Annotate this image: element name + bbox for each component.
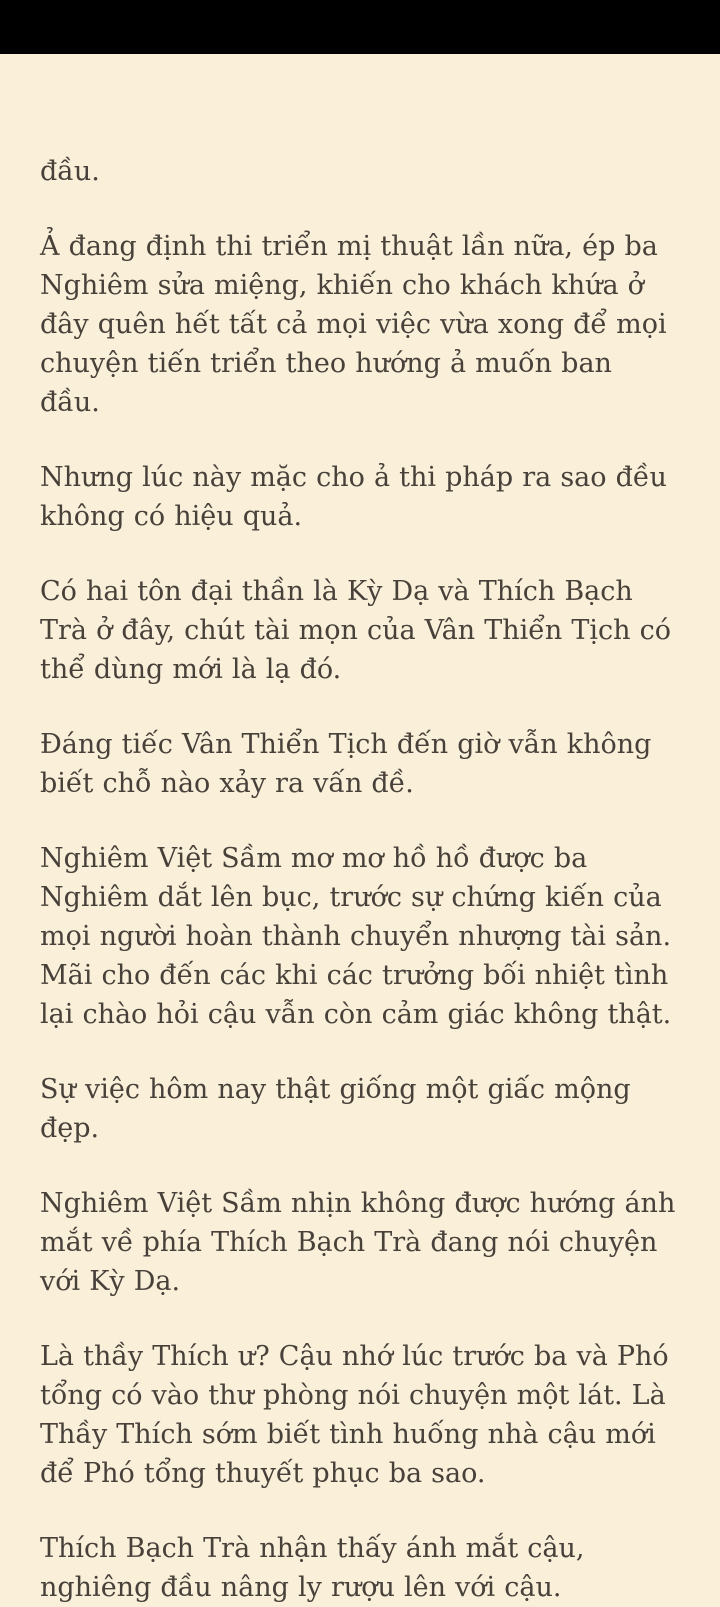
paragraph: Ả đang định thi triển mị thuật lần nữa, ép ba Nghiêm sửa miệng, khiến cho khách khứa ở đây quên hết tất cả mọi việc vừa xong để mọi chuyện tiến triển theo hướng ả muốn ban đầu. — [40, 231, 667, 418]
paragraph: Là thầy Thích ư? Cậu nhớ lúc trước ba và Phó tổng có vào thư phòng nói chuyện một lát. Là Thầy Thích sớm biết tình huống nhà cậu mới để Phó tổng thuyết phục ba sao. — [40, 1341, 669, 1489]
paragraph: Nhưng lúc này mặc cho ả thi pháp ra sao đều không có hiệu quả. — [40, 462, 667, 532]
paragraph: Có hai tôn đại thần là Kỳ Dạ và Thích Bạch Trà ở đây, chút tài mọn của Vân Thiển Tịch có thể dùng mới là lạ đó. — [40, 576, 671, 685]
paragraph: Đáng tiếc Vân Thiển Tịch đến giờ vẫn không biết chỗ nào xảy ra vấn đề. — [40, 729, 652, 799]
paragraph: đầu. — [40, 156, 100, 187]
status-bar — [0, 0, 720, 54]
paragraph: Nghiêm Việt Sầm mơ mơ hồ hồ được ba Nghiêm dắt lên bục, trước sự chứng kiến của mọi người hoàn thành chuyển nhượng tài sản. Mãi cho đến các khi các trưởng bối nhiệt tình lại chào hỏi cậu vẫn còn cảm giác không thật. — [40, 843, 672, 1030]
paragraph: Thích Bạch Trà nhận thấy ánh mắt cậu, nghiêng đầu nâng ly rượu lên với cậu. — [40, 1533, 585, 1603]
paragraph: Sự việc hôm nay thật giống một giấc mộng đẹp. — [40, 1074, 631, 1144]
paragraph: Nghiêm Việt Sầm nhịn không được hướng ánh mắt về phía Thích Bạch Trà đang nói chuyện với Kỳ Dạ. — [40, 1188, 676, 1297]
reader-page[interactable] — [0, 54, 720, 1607]
